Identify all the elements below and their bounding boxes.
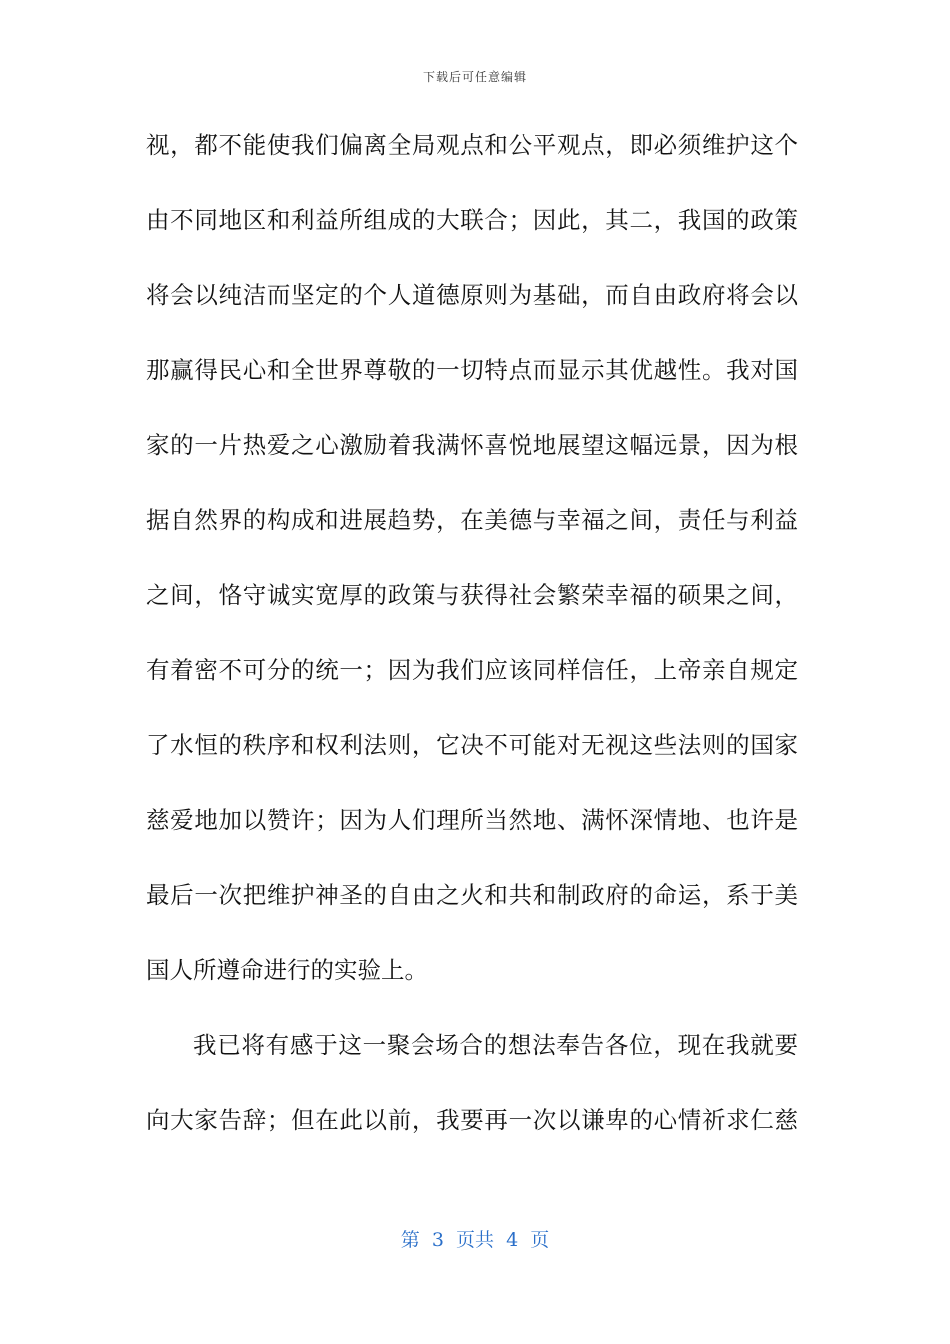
text-line: 国人所遵命进行的实验上。	[146, 956, 428, 984]
header-note: 下载后可任意编辑	[422, 70, 527, 84]
text-line: 慈爱地加以赞许；因为人们理所当然地、满怀深情地、也许是	[146, 806, 798, 834]
text-line: 向大家告辞；但在此以前，我要再一次以谦卑的心情祈求仁慈	[146, 1106, 798, 1134]
page-number-footer: 第 3 页共 4 页	[400, 1229, 550, 1251]
text-line: 那赢得民心和全世界尊敬的一切特点而显示其优越性。我对国	[146, 356, 798, 384]
text-line: 有着密不可分的统一；因为我们应该同样信任，上帝亲自规定	[146, 656, 798, 684]
text-line: 最后一次把维护神圣的自由之火和共和制政府的命运，系于美	[146, 881, 798, 909]
text-line: 家的一片热爱之心激励着我满怀喜悦地展望这幅远景，因为根	[146, 431, 798, 459]
text-line: 我已将有感于这一聚会场合的想法奉告各位，现在我就要	[193, 1031, 798, 1059]
text-line: 之间，恪守诚实宽厚的政策与获得社会繁荣幸福的硕果之间，	[146, 581, 798, 609]
document-body	[146, 122, 798, 1172]
text-line: 将会以纯洁而坚定的个人道德原则为基础，而自由政府将会以	[146, 281, 798, 309]
text-line: 据自然界的构成和进展趋势，在美德与幸福之间，责任与利益	[146, 506, 798, 534]
text-line: 了水恒的秩序和权利法则，它决不可能对无视这些法则的国家	[146, 731, 798, 759]
text-line: 由不同地区和利益所组成的大联合；因此，其二，我国的政策	[146, 206, 798, 234]
text-line: 视，都不能使我们偏离全局观点和公平观点，即必须维护这个	[146, 131, 798, 159]
